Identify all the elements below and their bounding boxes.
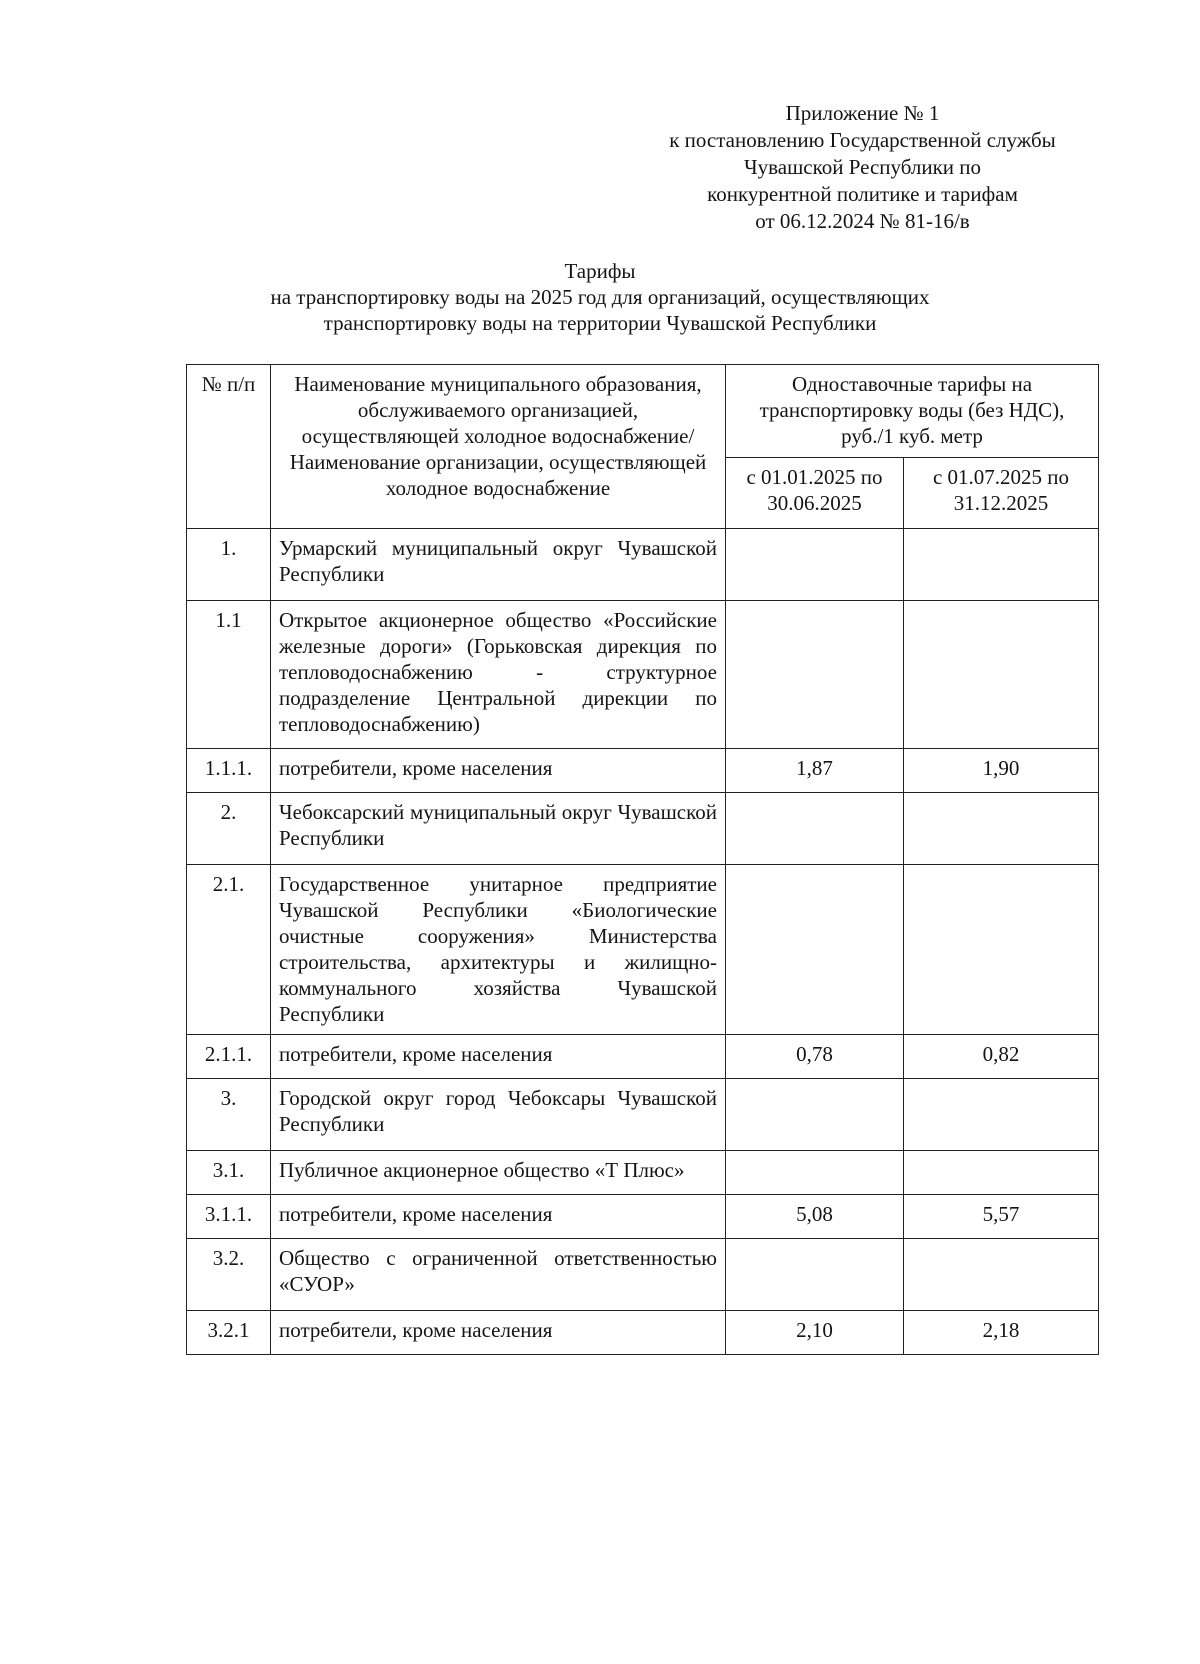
consumer-category: потребители, кроме населения — [271, 749, 726, 793]
header-tariff: Одноставочные тарифы на транспортировку воды (без НДС), руб./1 куб. метр — [726, 365, 1099, 458]
tariff-period-1 — [726, 865, 904, 1035]
table-row — [187, 1079, 1099, 1151]
tariff-period-2 — [904, 1151, 1099, 1195]
tariff-period-1 — [726, 529, 904, 601]
tariff-period-1 — [726, 1239, 904, 1311]
table-row — [187, 793, 1099, 865]
consumer-category: потребители, кроме населения — [271, 1311, 726, 1355]
row-number: 1. — [187, 529, 271, 601]
municipality-name: Городской округ город Чебоксары Чувашской Республики — [271, 1079, 726, 1151]
tariff-period-1: 1,87 — [726, 749, 904, 793]
municipality-name: Чебоксарский муниципальный округ Чувашской Республики — [271, 793, 726, 865]
appendix-line: Чувашской Республики по — [743, 155, 982, 179]
tariff-period-2 — [904, 529, 1099, 601]
municipality-name: Урмарский муниципальный округ Чувашской Республики — [271, 529, 726, 601]
row-number: 3.2.1 — [187, 1311, 271, 1355]
header-period-1: с 01.01.2025 по 30.06.2025 — [726, 458, 904, 529]
table-row — [187, 1151, 1099, 1195]
table-row — [187, 529, 1099, 601]
title-line: на транспортировку воды на 2025 год для организаций, осуществляющих — [270, 285, 930, 309]
header-period-2: с 01.07.2025 по 31.12.2025 — [904, 458, 1099, 529]
organization-name: Открытое акционерное общество «Российские железные дороги» (Горьковская дирекция по тепловодоснабжению - структурное подразделение Центральной дирекции по тепловодоснабжению) — [271, 601, 726, 749]
row-number: 3.1.1. — [187, 1195, 271, 1239]
table-row — [187, 1239, 1099, 1311]
header-number: № п/п — [187, 365, 271, 529]
tariff-table — [186, 364, 1099, 1355]
title-line: транспортировку воды на территории Чувашской Республики — [323, 311, 877, 335]
tariff-period-1: 5,08 — [726, 1195, 904, 1239]
tariff-period-2 — [904, 865, 1099, 1035]
row-number: 2. — [187, 793, 271, 865]
tariff-period-1: 2,10 — [726, 1311, 904, 1355]
organization-name: Общество с ограниченной ответственностью «СУОР» — [271, 1239, 726, 1311]
tariff-period-1 — [726, 793, 904, 865]
tariff-period-2: 2,18 — [904, 1311, 1099, 1355]
table-row — [187, 1035, 1099, 1079]
tariff-period-2 — [904, 1079, 1099, 1151]
appendix-line: от 06.12.2024 № 81-16/в — [755, 209, 970, 233]
organization-name: Государственное унитарное предприятие Чувашской Республики «Биологические очистные сооружения» Министерства строительства, архитектуры и жилищно-коммунального хозяйства Чувашской Республики — [271, 865, 726, 1035]
tariff-period-1 — [726, 1151, 904, 1195]
appendix-line: Приложение № 1 — [785, 101, 940, 125]
appendix-block — [600, 100, 1125, 235]
table-row — [187, 865, 1099, 1035]
title-line: Тарифы — [564, 259, 636, 283]
consumer-category: потребители, кроме населения — [271, 1035, 726, 1079]
tariff-period-2: 5,57 — [904, 1195, 1099, 1239]
tariff-period-1 — [726, 1079, 904, 1151]
tariff-period-2: 1,90 — [904, 749, 1099, 793]
appendix-line: конкурентной политике и тарифам — [707, 182, 1018, 206]
tariff-period-1: 0,78 — [726, 1035, 904, 1079]
row-number: 3.1. — [187, 1151, 271, 1195]
table-row — [187, 1195, 1099, 1239]
table-row — [187, 749, 1099, 793]
header-name: Наименование муниципального образования, обслуживаемого организацией, осуществляющей холодное водоснабжение/Наименование организации, осуществляющей холодное водоснабжение — [271, 365, 726, 529]
table-row — [187, 1311, 1099, 1355]
tariff-period-2: 0,82 — [904, 1035, 1099, 1079]
tariff-period-2 — [904, 793, 1099, 865]
appendix-line: к постановлению Государственной службы — [669, 128, 1056, 152]
table-row — [187, 601, 1099, 749]
row-number: 1.1 — [187, 601, 271, 749]
tariff-period-2 — [904, 1239, 1099, 1311]
row-number: 3. — [187, 1079, 271, 1151]
row-number: 1.1.1. — [187, 749, 271, 793]
tariff-period-2 — [904, 601, 1099, 749]
organization-name: Публичное акционерное общество «Т Плюс» — [271, 1151, 726, 1195]
row-number: 3.2. — [187, 1239, 271, 1311]
row-number: 2.1.1. — [187, 1035, 271, 1079]
tariff-period-1 — [726, 601, 904, 749]
document-title — [200, 258, 1000, 336]
consumer-category: потребители, кроме населения — [271, 1195, 726, 1239]
row-number: 2.1. — [187, 865, 271, 1035]
